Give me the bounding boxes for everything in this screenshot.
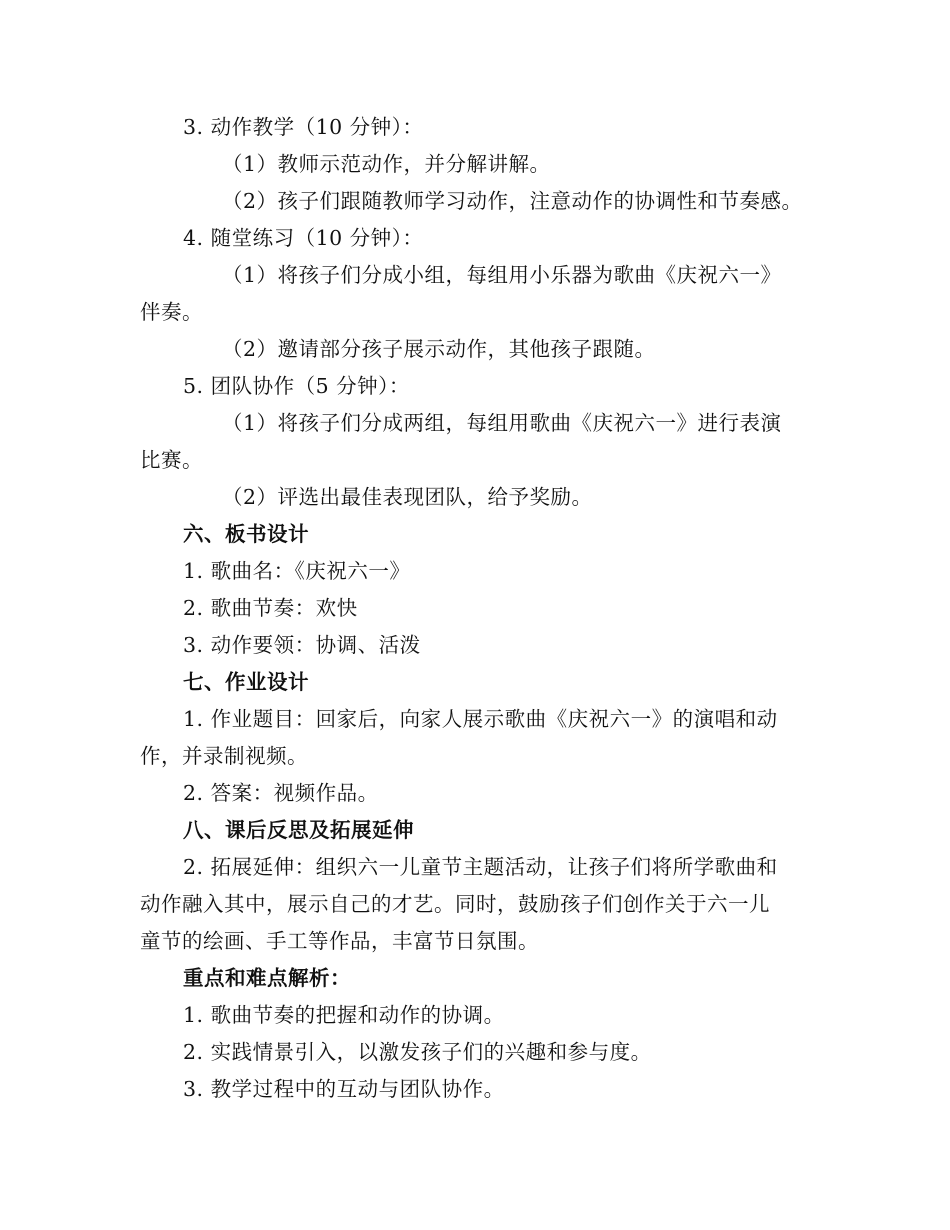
extension-line-1: 2. 拓展延伸：组织六一儿童节主题活动，让孩子们将所学歌曲和 (183, 855, 778, 879)
key-points-heading: 重点和难点解析： (183, 966, 351, 990)
key-point-1: 1. 歌曲节奏的把握和动作的协调。 (183, 1003, 505, 1027)
step-5-title: 5. 团队协作（5 分钟）： (183, 374, 410, 398)
key-point-2: 2. 实践情景引入，以激发孩子们的兴趣和参与度。 (183, 1040, 652, 1064)
step-5-item-2: （2）评选出最佳表现团队，给予奖励。 (222, 485, 593, 509)
homework-item-1: 1. 作业题目：回家后，向家人展示歌曲《庆祝六一》的演唱和动 (183, 707, 778, 731)
key-point-3: 3. 教学过程中的互动与团队协作。 (183, 1077, 505, 1101)
step-4-title: 4. 随堂练习（10 分钟）： (183, 226, 424, 250)
step-4-item-1: （1）将孩子们分成小组，每组用小乐器为歌曲《庆祝六一》 (222, 263, 782, 287)
step-3-title: 3. 动作教学（10 分钟）： (183, 115, 424, 139)
board-item-1: 1. 歌曲名：《庆祝六一》 (183, 559, 411, 583)
section-7-heading: 七、作业设计 (183, 670, 309, 694)
homework-item-2: 2. 答案：视频作品。 (183, 781, 379, 805)
step-4-item-2: （2）邀请部分孩子展示动作，其他孩子跟随。 (222, 337, 656, 361)
step-3-item-1: （1）教师示范动作，并分解讲解。 (222, 152, 551, 176)
section-6-heading: 六、板书设计 (183, 522, 309, 546)
extension-line-3: 童节的绘画、手工等作品，丰富节日氛围。 (140, 929, 539, 953)
homework-item-1-cont: 作，并录制视频。 (140, 744, 308, 768)
board-item-2: 2. 歌曲节奏：欢快 (183, 596, 358, 620)
step-5-item-1: （1）将孩子们分成两组，每组用歌曲《庆祝六一》进行表演 (222, 411, 782, 435)
step-5-item-1-cont: 比赛。 (140, 448, 203, 472)
extension-line-2: 动作融入其中，展示自己的才艺。同时，鼓励孩子们创作关于六一儿 (140, 892, 770, 916)
step-3-item-2: （2）孩子们跟随教师学习动作，注意动作的协调性和节奏感。 (222, 189, 803, 213)
step-4-item-1-cont: 伴奏。 (140, 300, 203, 324)
section-8-heading: 八、课后反思及拓展延伸 (183, 818, 414, 842)
board-item-3: 3. 动作要领：协调、活泼 (183, 633, 421, 657)
